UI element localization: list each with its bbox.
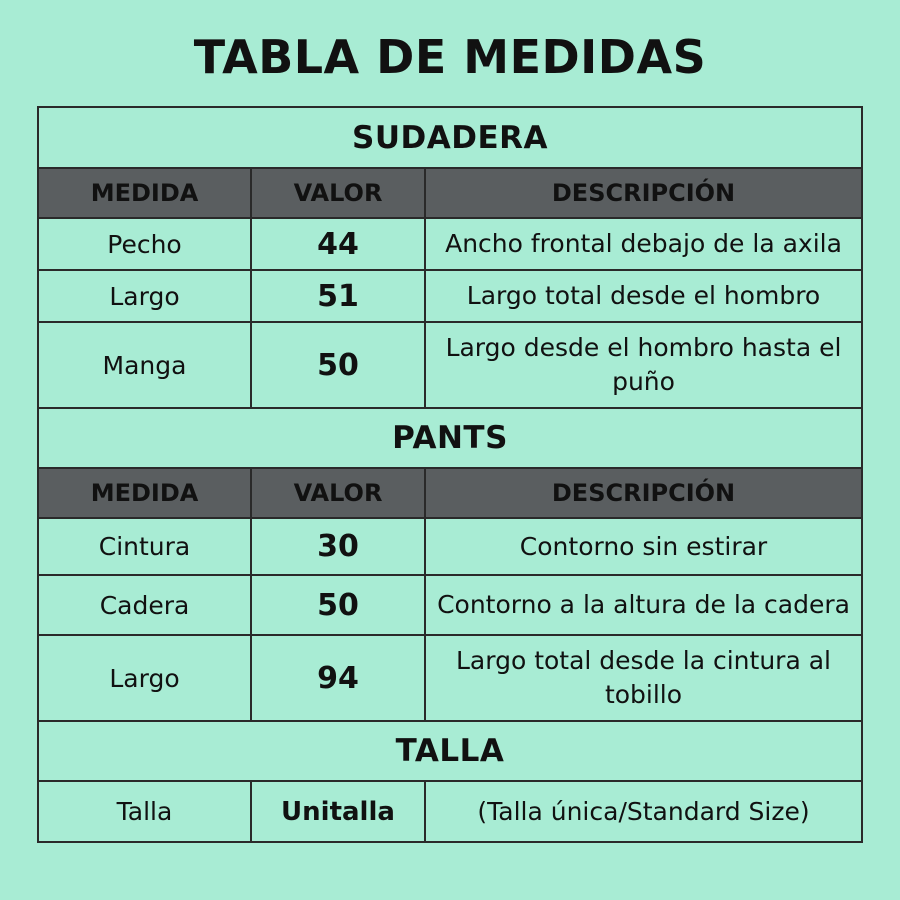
descripcion-cell: Largo total desde el hombro <box>425 270 861 322</box>
medida-cell: Cintura <box>39 518 251 575</box>
medida-cell: Manga <box>39 322 251 408</box>
size-chart-table <box>37 106 863 843</box>
table-row <box>39 781 861 841</box>
table-row <box>39 575 861 635</box>
table-row <box>39 218 861 270</box>
header-row-sudadera <box>39 168 861 218</box>
section-pants <box>39 408 861 468</box>
descripcion-cell: Contorno a la altura de la cadera <box>425 575 861 635</box>
medida-cell: Largo <box>39 635 251 721</box>
header-valor: VALOR <box>251 168 425 218</box>
valor-cell: 51 <box>251 270 425 322</box>
section-title-sudadera: SUDADERA <box>39 108 861 168</box>
section-title-talla: TALLA <box>39 721 861 781</box>
table-row <box>39 635 861 721</box>
header-medida: MEDIDA <box>39 168 251 218</box>
table-row <box>39 322 861 408</box>
medida-cell: Talla <box>39 781 251 841</box>
valor-cell: 50 <box>251 575 425 635</box>
header-descripcion: DESCRIPCIÓN <box>425 168 861 218</box>
section-title-pants: PANTS <box>39 408 861 468</box>
table-row <box>39 518 861 575</box>
descripcion-cell: Largo desde el hombro hasta el puño <box>425 322 861 408</box>
medida-cell: Pecho <box>39 218 251 270</box>
header-medida: MEDIDA <box>39 468 251 518</box>
medida-cell: Cadera <box>39 575 251 635</box>
section-sudadera <box>39 108 861 168</box>
descripcion-cell: Largo total desde la cintura al tobillo <box>425 635 861 721</box>
section-talla <box>39 721 861 781</box>
valor-cell: Unitalla <box>251 781 425 841</box>
descripcion-cell: Ancho frontal debajo de la axila <box>425 218 861 270</box>
valor-cell: 44 <box>251 218 425 270</box>
header-valor: VALOR <box>251 468 425 518</box>
table-row <box>39 270 861 322</box>
header-row-pants <box>39 468 861 518</box>
valor-cell: 50 <box>251 322 425 408</box>
medida-cell: Largo <box>39 270 251 322</box>
header-descripcion: DESCRIPCIÓN <box>425 468 861 518</box>
descripcion-cell: Contorno sin estirar <box>425 518 861 575</box>
descripcion-cell: (Talla única/Standard Size) <box>425 781 861 841</box>
page-title: TABLA DE MEDIDAS <box>193 30 707 84</box>
valor-cell: 30 <box>251 518 425 575</box>
valor-cell: 94 <box>251 635 425 721</box>
